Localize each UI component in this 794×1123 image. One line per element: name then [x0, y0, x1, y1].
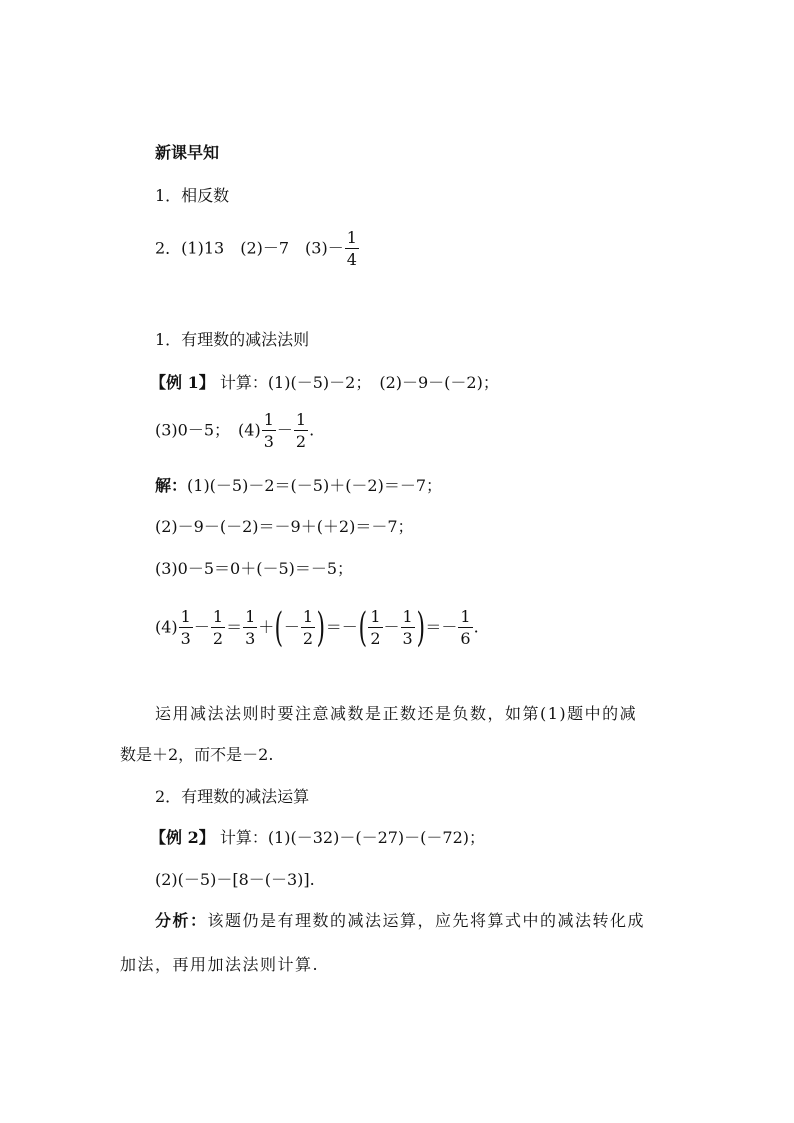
- example-2-tag: 【例 2】: [150, 828, 215, 847]
- fraction-numerator: 1: [346, 228, 357, 247]
- fraction: [243, 609, 257, 647]
- example-1: [150, 373, 499, 393]
- solution-line-1: [155, 476, 442, 496]
- example-1-text: 计算：(1)(－5)－2； (2)－9－(－2)；: [219, 373, 499, 392]
- period: .: [309, 420, 315, 440]
- fraction-numerator: 1: [370, 607, 381, 626]
- minus-sign: －: [341, 617, 358, 637]
- fraction-numerator: 1: [460, 607, 471, 626]
- analysis-text-1: 该题仍是有理数的减法运算，应先将算式中的减法转化成: [207, 911, 646, 930]
- minus-sign: －: [283, 617, 300, 637]
- fraction: [179, 609, 193, 647]
- fraction-numerator: 1: [402, 607, 413, 626]
- solution-line-4: [155, 605, 479, 651]
- analysis-line-2: 加法，再用加法法则计算.: [120, 955, 320, 974]
- answer-2: [155, 230, 360, 268]
- left-paren: (: [274, 605, 284, 651]
- fraction-one-half: [294, 412, 308, 450]
- heading-subtraction-rule: 1．有理数的减法法则: [155, 330, 310, 349]
- fraction-denominator: 3: [263, 432, 274, 451]
- minus-sign: －: [441, 617, 458, 637]
- period: .: [473, 617, 479, 637]
- fraction: [401, 609, 415, 647]
- minus-sign: －: [193, 617, 210, 637]
- analysis-label: 分析：: [155, 911, 208, 930]
- example-2: [150, 828, 485, 848]
- fraction-one-quarter: [345, 230, 359, 268]
- fraction: [458, 609, 472, 647]
- fraction-numerator: 1: [302, 607, 314, 626]
- fraction-denominator: 4: [346, 250, 357, 269]
- answer-2-text: 2．(1)13 (2)－7 (3)－: [155, 238, 344, 258]
- fraction-denominator: 6: [460, 629, 471, 648]
- fraction-denominator: 2: [295, 432, 307, 451]
- solution-text-1: (1)(－5)－2＝(－5)＋(－2)＝－7；: [187, 476, 443, 495]
- fraction-numerator: 1: [212, 607, 224, 626]
- fraction-denominator: 2: [370, 629, 381, 648]
- fraction-denominator: 3: [245, 629, 256, 648]
- fraction: [211, 609, 225, 647]
- plus-sign: ＋: [258, 617, 275, 637]
- analysis-line-1: [155, 911, 645, 931]
- heading-subtraction-operation: 2．有理数的减法运算: [155, 787, 310, 806]
- equals-sign: ＝: [425, 617, 442, 637]
- example-1-tag: 【例 1】: [150, 373, 215, 392]
- example-2-text: 计算：(1)(－32)－(－27)－(－72)；: [219, 828, 486, 847]
- fraction-numerator: 1: [263, 410, 274, 429]
- example-1-cont: [155, 412, 314, 450]
- fraction-denominator: 2: [302, 629, 314, 648]
- equals-sign: ＝: [325, 617, 342, 637]
- example-2-cont: (2)(－5)－[8－(－3)].: [155, 870, 315, 889]
- solution-line-3: (3)0－5＝0＋(－5)＝－5；: [155, 559, 354, 578]
- section-title: 新课早知: [155, 143, 220, 162]
- fraction-one-third: [262, 412, 276, 450]
- line4-prefix: (4): [155, 617, 178, 637]
- fraction-denominator: 3: [180, 629, 191, 648]
- equals-sign: ＝: [226, 617, 243, 637]
- fraction-denominator: 2: [212, 629, 224, 648]
- note-line-2: 数是＋2，而不是－2.: [120, 745, 274, 764]
- right-paren: ): [416, 605, 425, 651]
- solution-line-2: (2)－9－(－2)＝－9＋(＋2)＝－7；: [155, 517, 414, 536]
- fraction-numerator: 1: [295, 410, 307, 429]
- fraction-numerator: 1: [245, 607, 256, 626]
- note-line-1: 运用减法法则时要注意减数是正数还是负数，如第(1)题中的减: [155, 704, 638, 723]
- fraction-numerator: 1: [180, 607, 191, 626]
- minus-sign: －: [383, 617, 400, 637]
- right-paren: ): [316, 605, 326, 651]
- fraction: [368, 609, 382, 647]
- answer-1: 1．相反数: [155, 186, 230, 205]
- minus-sign: －: [276, 420, 293, 440]
- left-paren: (: [358, 605, 367, 651]
- ex1b-text: (3)0－5； (4): [155, 420, 261, 440]
- solution-label: 解：: [155, 476, 188, 495]
- fraction-denominator: 3: [402, 629, 413, 648]
- fraction: [301, 609, 315, 647]
